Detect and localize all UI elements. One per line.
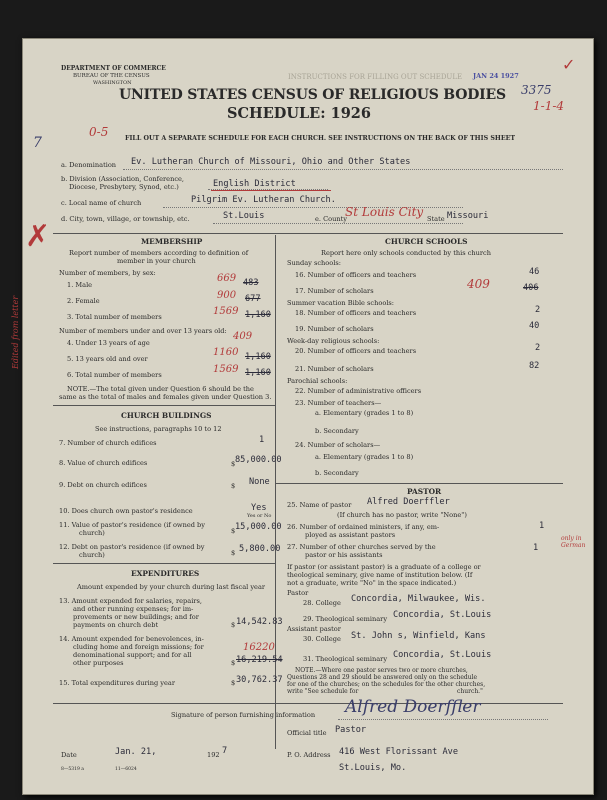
membership-note-1: NOTE.—The total given under Question 6 should be the (67, 385, 254, 393)
q31-label: 31. Theological seminary (303, 655, 388, 663)
q2-hand-value: 900 (217, 290, 237, 301)
check-mark: ✓ (562, 55, 576, 74)
buildings-sub: See instructions, paragraphs 10 to 12 (95, 425, 222, 433)
assistant-section-label: Assistant pastor (287, 625, 341, 633)
city-town-label: d. City, town, village, or township, etc. (61, 215, 190, 223)
q30-value: St. John s, Winfield, Kans (351, 631, 486, 641)
po-address-city: St.Louis, Mo. (339, 763, 407, 773)
q4-hand-value: 409 (233, 331, 253, 342)
q27-label-2: pastor or his assistants (305, 551, 383, 559)
q15-dollar: $ (231, 679, 236, 687)
q27-label-1: 27. Number of other churches served by the (287, 543, 436, 551)
signature-value: Alfred Doerffler (345, 697, 481, 717)
q18-label: 18. Number of officers and teachers (295, 309, 417, 317)
sunday-schools-label: Sunday schools: (287, 259, 341, 267)
form-number-1: 8—5319 a (61, 767, 84, 772)
state-label: State (427, 215, 445, 223)
q20-value: 2 (535, 343, 541, 353)
margin-edited-note: Edited from letter (11, 295, 20, 369)
q15-label: 15. Total expenditures during year (59, 679, 175, 687)
q5-typed-value: 1,160 (245, 352, 271, 362)
age-heading: Number of members under and over 13 years old: (59, 327, 227, 335)
bureau-label: BUREAU OF THE CENSUS (73, 73, 150, 79)
q23b-label: b. Secondary (315, 427, 359, 435)
q28-label: 28. College (303, 599, 341, 607)
margin-red-code: 0-5 (89, 125, 109, 139)
q19-value: 40 (529, 321, 540, 331)
date-value: Jan. 21, (115, 747, 157, 757)
division-value: English District (213, 179, 296, 189)
q8-value: 85,000.00 (235, 455, 282, 465)
q25-label: 25. Name of pastor (287, 501, 352, 509)
q2-label: 2. Female (67, 297, 100, 305)
q6-typed-value: 1,160 (245, 368, 271, 378)
pastor-section-label: Pastor (287, 589, 309, 597)
division-red-underline (211, 190, 331, 191)
denomination-value: Ev. Lutheran Church of Missouri, Ohio and Other States (131, 157, 411, 167)
division-label: b. Division (Association, Conference, (61, 175, 185, 183)
q31-value: Concordia, St.Louis (393, 650, 492, 660)
q26-value: 1 (539, 521, 545, 531)
margin-number: 7 (33, 135, 42, 151)
summer-schools-label: Summer vacation Bible schools: (287, 299, 395, 307)
q20-label: 20. Number of officers and teachers (295, 347, 417, 355)
q14-label-3: denominational support; and for all (73, 651, 192, 659)
county-label: e. County (315, 215, 347, 223)
pastor-note-2: Questions 28 and 29 should be answered only on the schedule (287, 674, 478, 681)
q14-hand-value: 16220 (243, 642, 275, 653)
q28-value: Concordia, Milwaukee, Wis. (351, 594, 486, 604)
q12-value: 5,800.00 (239, 544, 281, 554)
q8-label: 8. Value of church edifices (59, 459, 148, 467)
q3-typed-value: 1,160 (245, 310, 271, 320)
q8-dollar: $ (231, 460, 236, 468)
q9-dollar: $ (231, 482, 236, 490)
local-name-label: c. Local name of church (61, 199, 142, 207)
q16-label: 16. Number of officers and teachers (295, 271, 417, 279)
q9-value: None (249, 477, 270, 487)
date-year-digit: 7 (222, 746, 228, 756)
q30-label: 30. College (303, 635, 341, 643)
filing-code: 1-1-4 (533, 99, 565, 113)
q19-label: 19. Number of scholars (295, 325, 374, 333)
pastor-heading: PASTOR (407, 487, 442, 496)
q5-hand-value: 1160 (213, 347, 239, 358)
parochial-schools-label: Parochial schools: (287, 377, 348, 385)
city-town-value: St.Louis (223, 211, 265, 221)
expenditures-sub: Amount expended by your church during last fiscal year (77, 583, 266, 591)
q12-dollar: $ (231, 549, 236, 557)
q26-label-1: 26. Number of ordained ministers, if any, em- (287, 523, 440, 531)
form-number-2: 11—6024 (115, 767, 137, 772)
q9-label: 9. Debt on church edifices (59, 481, 147, 489)
q14-value: 16,219.54 (236, 655, 283, 665)
membership-heading: MEMBERSHIP (141, 237, 203, 246)
q2-typed-value: 677 (245, 294, 261, 304)
q11-value: 15,000.00 (235, 522, 282, 532)
census-schedule-sheet (11, 38, 594, 795)
membership-sub2: member in your church (117, 257, 196, 265)
pastor-note-3: for one of the churches; on the schedules for the other churches, (287, 681, 486, 688)
division-label-2: Diocese, Presbytery, Synod, etc.) (69, 183, 179, 191)
margin-red-x: ✗ (25, 219, 51, 254)
buildings-heading: CHURCH BUILDINGS (121, 411, 212, 420)
date-year-prefix: 192 (207, 751, 220, 759)
weekday-schools-label: Week-day religious schools: (287, 337, 380, 345)
q13-label-4: payments on church debt (73, 621, 159, 629)
city-label: WASHINGTON (93, 80, 132, 86)
q24-label: 24. Number of scholars— (295, 441, 381, 449)
pastor-info-2: theological seminary, give name of institution below. (If (287, 571, 473, 579)
q23-label: 23. Number of teachers— (295, 399, 382, 407)
q11-label: 11. Value of pastor's residence (if owned by (59, 521, 205, 529)
q21-value: 82 (529, 361, 540, 371)
form-title: UNITED STATES CENSUS OF RELIGIOUS BODIES (119, 87, 506, 103)
pastor-info-3: not a graduate, write "No" in the space indicated.) (287, 579, 457, 587)
schools-sub: Report here only schools conducted by this church (321, 249, 491, 257)
q10-sub: Yes or No (247, 513, 272, 519)
q7-value: 1 (259, 435, 265, 445)
local-name-value: Pilgrim Ev. Lutheran Church. (191, 195, 336, 205)
membership-sub1: Report number of members according to definition of (69, 249, 249, 257)
q1-label: 1. Male (67, 281, 93, 289)
q3-hand-value: 1569 (213, 306, 239, 317)
q5-label: 5. 13 years old and over (67, 355, 148, 363)
county-value: St Louis City (345, 205, 424, 219)
date-label: Date (61, 751, 77, 759)
q18-value: 2 (535, 305, 541, 315)
q24b-label: b. Secondary (315, 469, 359, 477)
q22-label: 22. Number of administrative officers (295, 387, 422, 395)
q6-hand-value: 1569 (213, 364, 239, 375)
schedule-title: SCHEDULE: 1926 (227, 105, 371, 122)
q14-label-1: 14. Amount expended for benevolences, in- (59, 635, 204, 643)
po-address-label: P. O. Address (287, 751, 331, 759)
membership-note-2: same as the total of males and females given under Question 3. (59, 393, 272, 401)
expenditures-heading: EXPENDITURES (131, 569, 200, 578)
state-value: Missouri (447, 211, 489, 221)
denomination-label: a. Denomination (61, 161, 117, 169)
q13-label-1: 13. Amount expended for salaries, repairs, (59, 597, 202, 605)
pastor-note-4: write "See schedule for (287, 688, 359, 695)
q17-hand-value: 409 (467, 277, 490, 291)
column-divider (275, 235, 276, 749)
q10-label: 10. Does church own pastor's residence (59, 507, 193, 515)
q23a-label: a. Elementary (grades 1 to 8) (315, 409, 414, 417)
q13-label-3: provements or new buildings; and for (73, 613, 199, 621)
q1-hand-value: 669 (217, 273, 237, 284)
q14-label-4: other purposes (73, 659, 124, 667)
q27-value: 1 (533, 543, 539, 553)
q26-label-2: ployed as assistant pastors (305, 531, 396, 539)
q13-label-2: and other running expenses; for im- (73, 605, 194, 613)
department-label: DEPARTMENT OF COMMERCE (61, 65, 166, 72)
q14-label-2: cluding home and foreign missions; for (73, 643, 204, 651)
pastor-info-1: If pastor (or assistant pastor) is a graduate of a college or (287, 563, 481, 571)
q4-label: 4. Under 13 years of age (67, 339, 150, 347)
q29-label: 29. Theological seminary (303, 615, 388, 623)
q16-value: 46 (529, 267, 540, 277)
q25-value: Alfred Doerffler (367, 497, 450, 507)
q11-label-2: church) (79, 529, 105, 537)
q12-label-2: church) (79, 551, 105, 559)
pastor-note-1: NOTE.—Where one pastor serves two or more churches, (295, 667, 468, 674)
q17-value: 406 (523, 283, 539, 293)
by-sex-label: Number of members, by sex: (59, 269, 156, 277)
instruction-line: FILL OUT A SEPARATE SCHEDULE FOR EACH CHURCH. SEE INSTRUCTIONS ON THE BACK OF THIS SHEET (125, 135, 516, 142)
q1-typed-value: 483 (243, 278, 259, 288)
q13-dollar: $ (231, 621, 236, 629)
pastor-note-4b: church." (457, 688, 483, 695)
q14-dollar: $ (231, 659, 236, 667)
q25-sub: (If church has no pastor, write "None") (337, 511, 467, 519)
official-title-label: Official title (287, 729, 327, 737)
q15-value: 30,762.37 (236, 675, 283, 685)
q21-label: 21. Number of scholars (295, 365, 374, 373)
q10-value: Yes (251, 503, 267, 513)
schools-heading: CHURCH SCHOOLS (385, 237, 468, 246)
faint-back-header: INSTRUCTIONS FOR FILLING OUT SCHEDULE (288, 73, 463, 81)
q13-value: 14,542.83 (236, 617, 283, 627)
q27-side-note: only in German (561, 535, 586, 549)
official-title-value: Pastor (335, 725, 367, 735)
q17-label: 17. Number of scholars (295, 287, 374, 295)
q24a-label: a. Elementary (grades 1 to 8) (315, 453, 414, 461)
q3-label: 3. Total number of members (67, 313, 162, 321)
q6-label: 6. Total number of members (67, 371, 162, 379)
received-stamp: JAN 24 1927 (473, 72, 519, 80)
q12-label: 12. Debt on pastor's residence (if owned by (59, 543, 205, 551)
filing-number: 3375 (521, 83, 552, 97)
po-address-value: 416 West Florissant Ave (339, 747, 458, 757)
q29-value: Concordia, St.Louis (393, 610, 492, 620)
q7-label: 7. Number of church edifices (59, 439, 157, 447)
signature-label: Signature of person furnishing information (171, 711, 316, 719)
q11-dollar: $ (231, 527, 236, 535)
